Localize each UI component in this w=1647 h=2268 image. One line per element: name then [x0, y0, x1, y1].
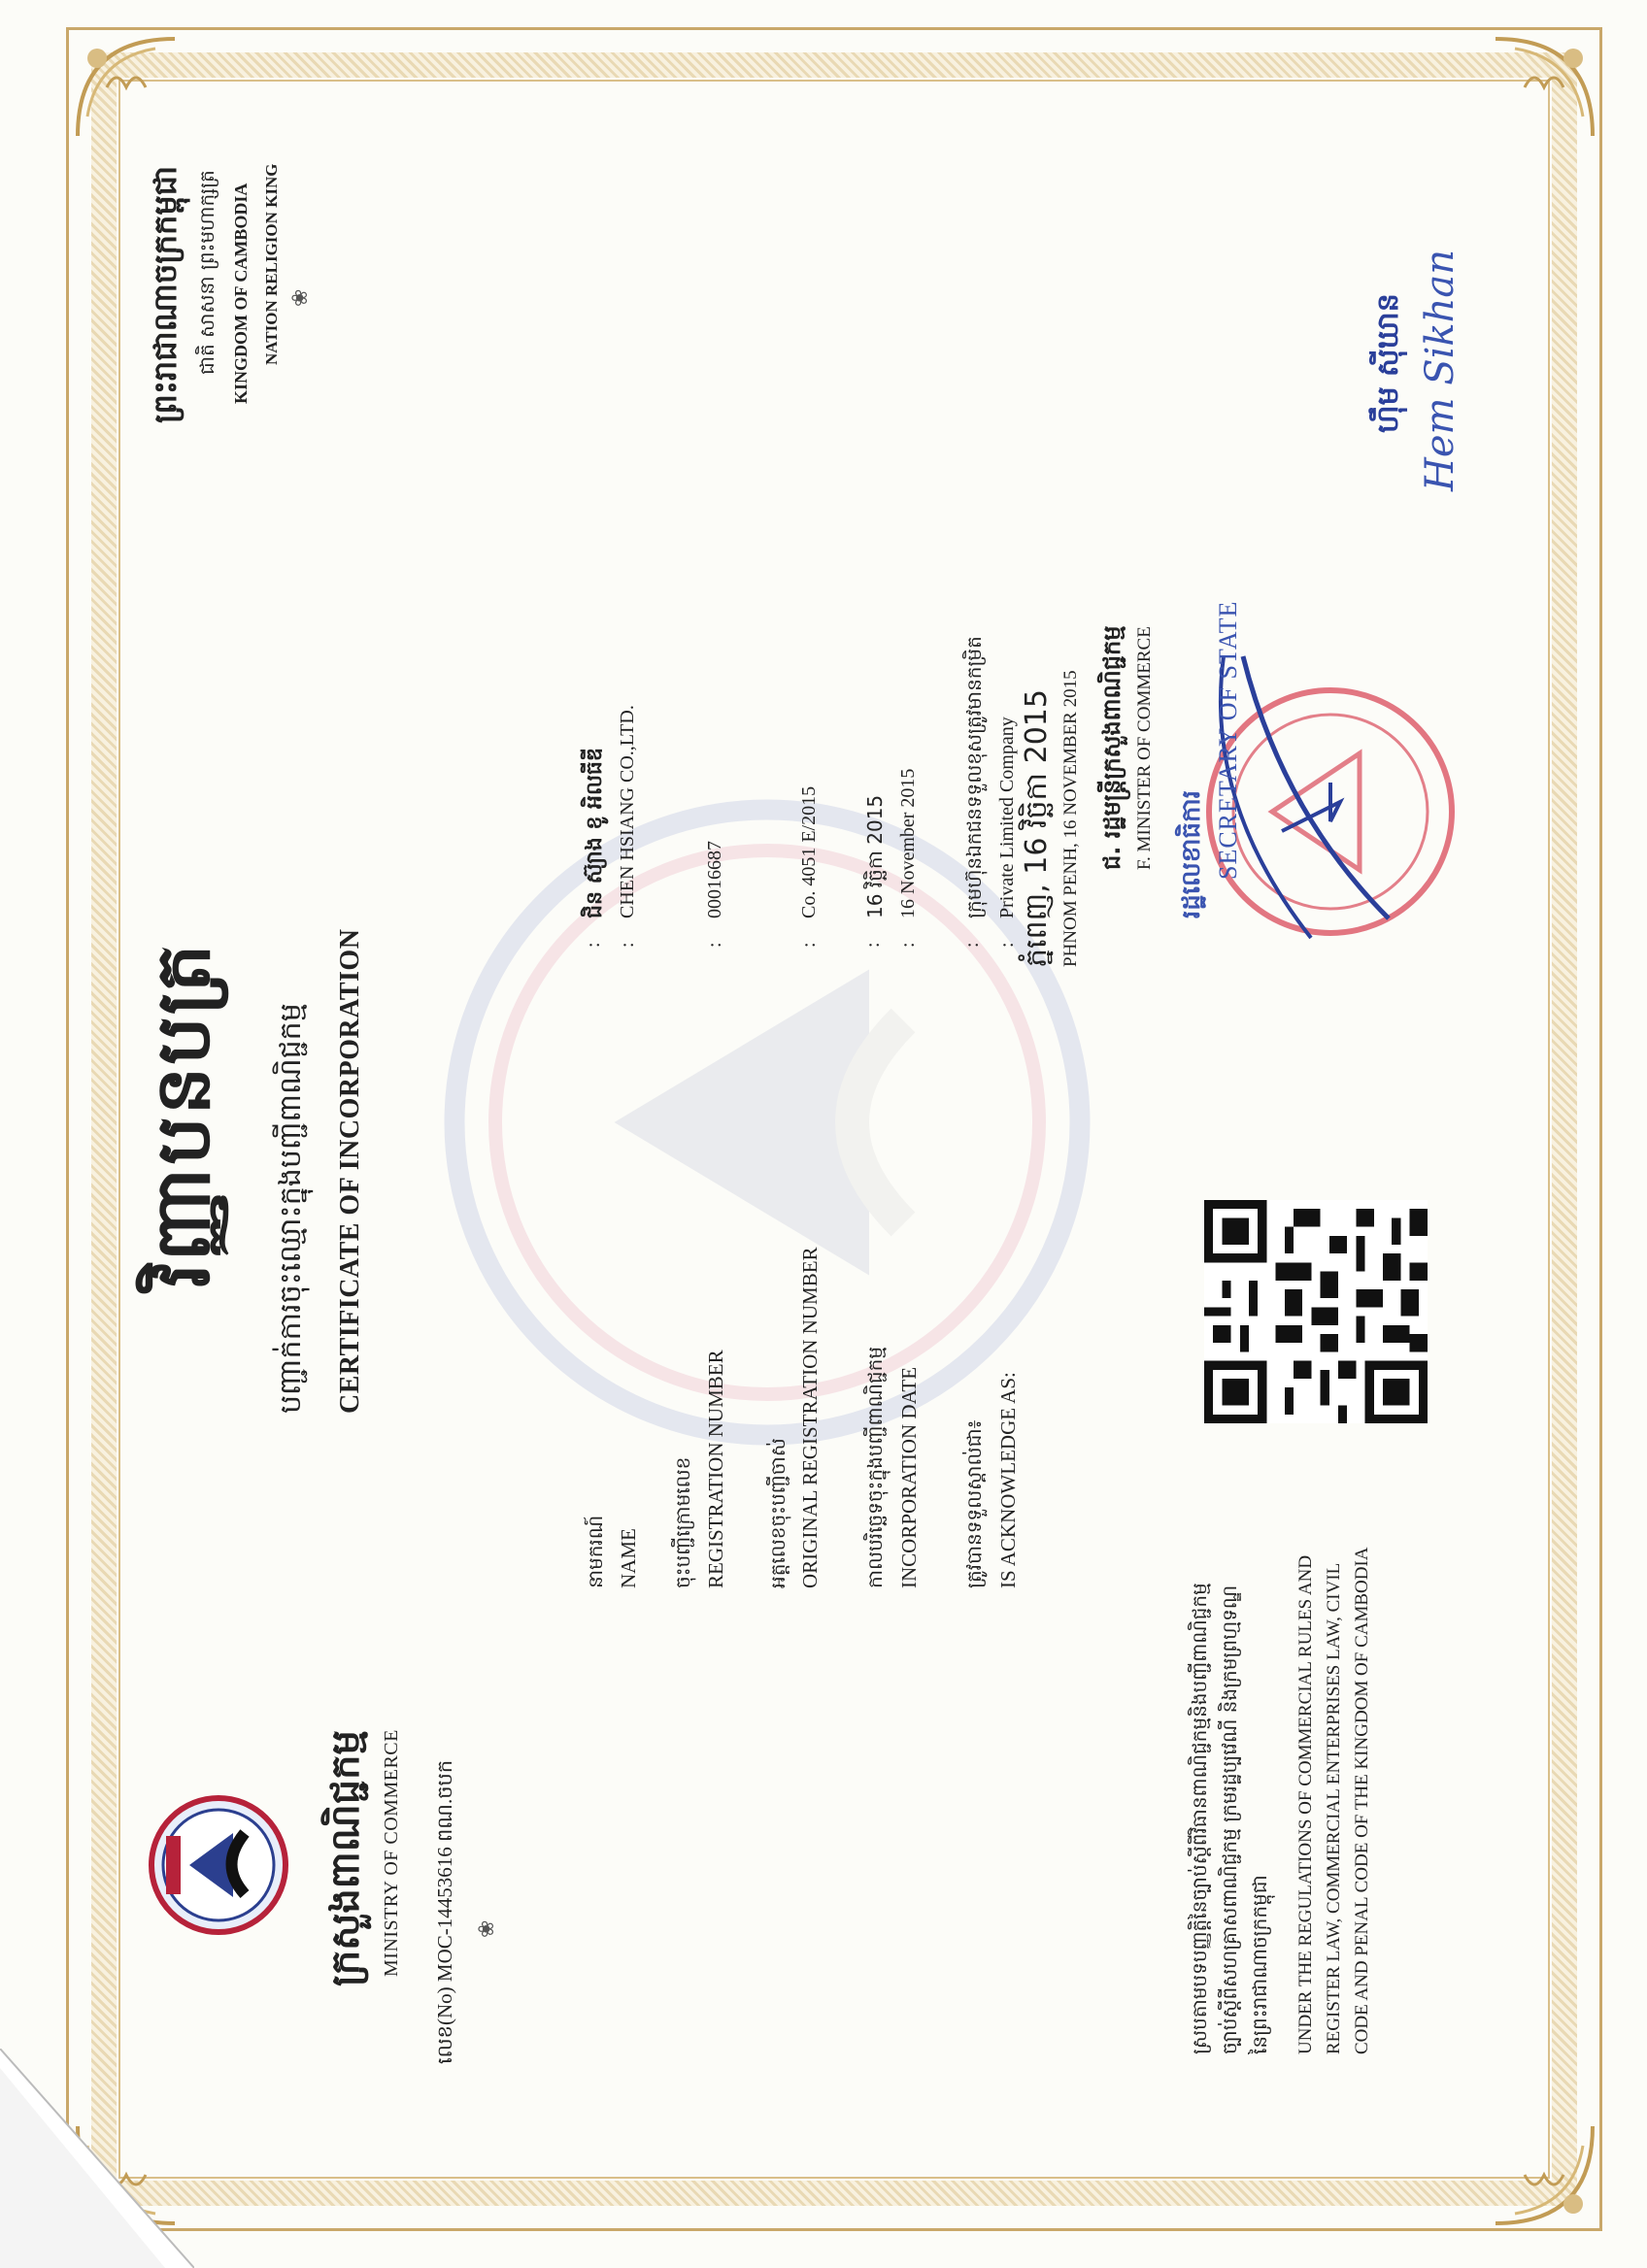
field-colon: : [798, 942, 820, 948]
page-curl-icon [0, 2049, 194, 2268]
field-colon: : [961, 942, 983, 948]
legal-note-line: ស្របតាមបទបញ្ញត្តិនៃច្បាប់ស្តីពីវិធានពាណិជ្ជកម្មនិងបញ្ជីពាណិជ្ជកម្ម [1188, 1583, 1211, 2054]
field-label-kh: ចុះបញ្ជីក្រោមលេខ [671, 1456, 694, 1588]
field-colon: : [704, 942, 725, 948]
field-value-kh: ជិន ស៊្យាង ខូ អិលធីឌី [583, 748, 607, 918]
signatory-name-kh: ហ៊ឹម ស៊ីឃាន [1371, 293, 1405, 433]
field-value-en: CHEN HSIANG CO.,LTD. [617, 705, 638, 918]
signer-title-kh: ជ. រដ្ឋមន្ត្រីក្រសួងពាណិជ្ជកម្ម [1098, 625, 1126, 870]
ministry-name-en: MINISTRY OF COMMERCE [381, 1729, 402, 1977]
field-value-kh: ក្រុមហ៊ុនឯកជនទទួលខុសត្រូវមានកម្រិត [962, 636, 986, 918]
issue-date-en: PHNOM PENH, 16 NOVEMBER 2015 [1060, 670, 1081, 967]
legal-note-kh [1185, 1452, 1275, 2054]
kingdom-name-kh: ព្រះរាជាណាចក្រកម្ពុជា [147, 165, 184, 423]
field-colon: : [996, 942, 1018, 948]
field-label-en: IS ACKNOWLEDGE AS: [996, 1372, 1020, 1588]
motto-kh: ជាតិ សាសនា ព្រះមហាក្សត្រ [195, 170, 218, 375]
field-colon: : [862, 942, 884, 948]
field-label-en: ORIGINAL REGISTRATION NUMBER [798, 1247, 822, 1588]
legal-note-en [1292, 1452, 1376, 2054]
legal-note-line: ច្បាប់ស្តីពីសហគ្រាសពាណិជ្ជកម្ម ក្រមរដ្ឋប្បវេណី និងក្រមព្រហ្មទណ្ឌ [1218, 1584, 1241, 2054]
certificate-title-en: CERTIFICATE OF INCORPORATION [335, 928, 365, 1414]
field-colon: : [897, 942, 919, 948]
field-label-en: NAME [617, 1528, 640, 1588]
legal-note-line: នៃព្រះរាជាណាចក្រកម្ពុជា [1248, 1875, 1271, 2054]
ornament-divider-icon: ❀ [287, 288, 312, 307]
seal-text-en: SECRETARY OF STATE [1214, 600, 1242, 880]
field-label-kh: នាមករណ៍ [584, 1515, 607, 1588]
motto-en: NATION RELIGION KING [262, 163, 281, 365]
issue-date-kh: ភ្នំពេញ, 16 វិច្ឆិកា 2015 [1020, 689, 1054, 967]
signer-title-en: F. MINISTER OF COMMERCE [1134, 626, 1155, 870]
signatory-name-en: Hem Sikhan [1418, 249, 1462, 491]
ministry-name-kh: ក្រសួងពាណិជ្ជកម្ម [323, 1730, 368, 1986]
kingdom-name-en: KINGDOM OF CAMBODIA [231, 183, 251, 404]
field-value-en: Co. 4051 E/2015 [798, 785, 820, 918]
field-value-en: 16 November 2015 [897, 768, 919, 918]
field-value-en: Private Limited Company [996, 717, 1018, 918]
ministry-logo-icon [146, 1792, 291, 1938]
certificate-title-kh: វិញ្ញាបនបត្រ [140, 942, 227, 1287]
field-colon: : [617, 942, 638, 948]
legal-note-line: REGISTER LAW, COMMERCIAL ENTERPRISES LAW, CIVIL [1324, 1562, 1344, 2054]
field-label-en: INCORPORATION DATE [897, 1366, 921, 1588]
document-number: លេខ(No) MOC-14453616 ពណ.ចបក [433, 1759, 456, 2064]
field-value-kh: 16 វិច្ឆិកា 2015 [863, 794, 887, 918]
field-value-en: 00016687 [704, 841, 725, 918]
field-label-en: REGISTRATION NUMBER [704, 1350, 727, 1588]
field-label-kh: ត្រូវបានទទួលស្គាល់ជា៖ [962, 1419, 986, 1588]
field-colon: : [583, 942, 604, 948]
certificate-subtitle-kh: បញ្ជាក់ការចុះឈ្មោះក្នុងបញ្ជីពាណិជ្ជកម្ម [274, 1003, 308, 1414]
field-label-kh: កាលបរិច្ឆេទចុះក្នុងបញ្ជីពាណិជ្ជកម្ម [863, 1346, 887, 1588]
legal-note-line: UNDER THE REGULATIONS OF COMMERCIAL RULES AND [1295, 1554, 1316, 2054]
ornament-divider-icon: ❀ [474, 1919, 498, 1938]
qr-code-icon [1204, 1200, 1428, 1423]
legal-note-line: CODE AND PENAL CODE OF THE KINGDOM OF CAMBODIA [1352, 1547, 1372, 2054]
seal-text-kh: រដ្ឋលេខាធិការ [1177, 789, 1205, 918]
field-label-kh: អត្តលេខចុះបញ្ជីចាស់ [766, 1438, 790, 1588]
